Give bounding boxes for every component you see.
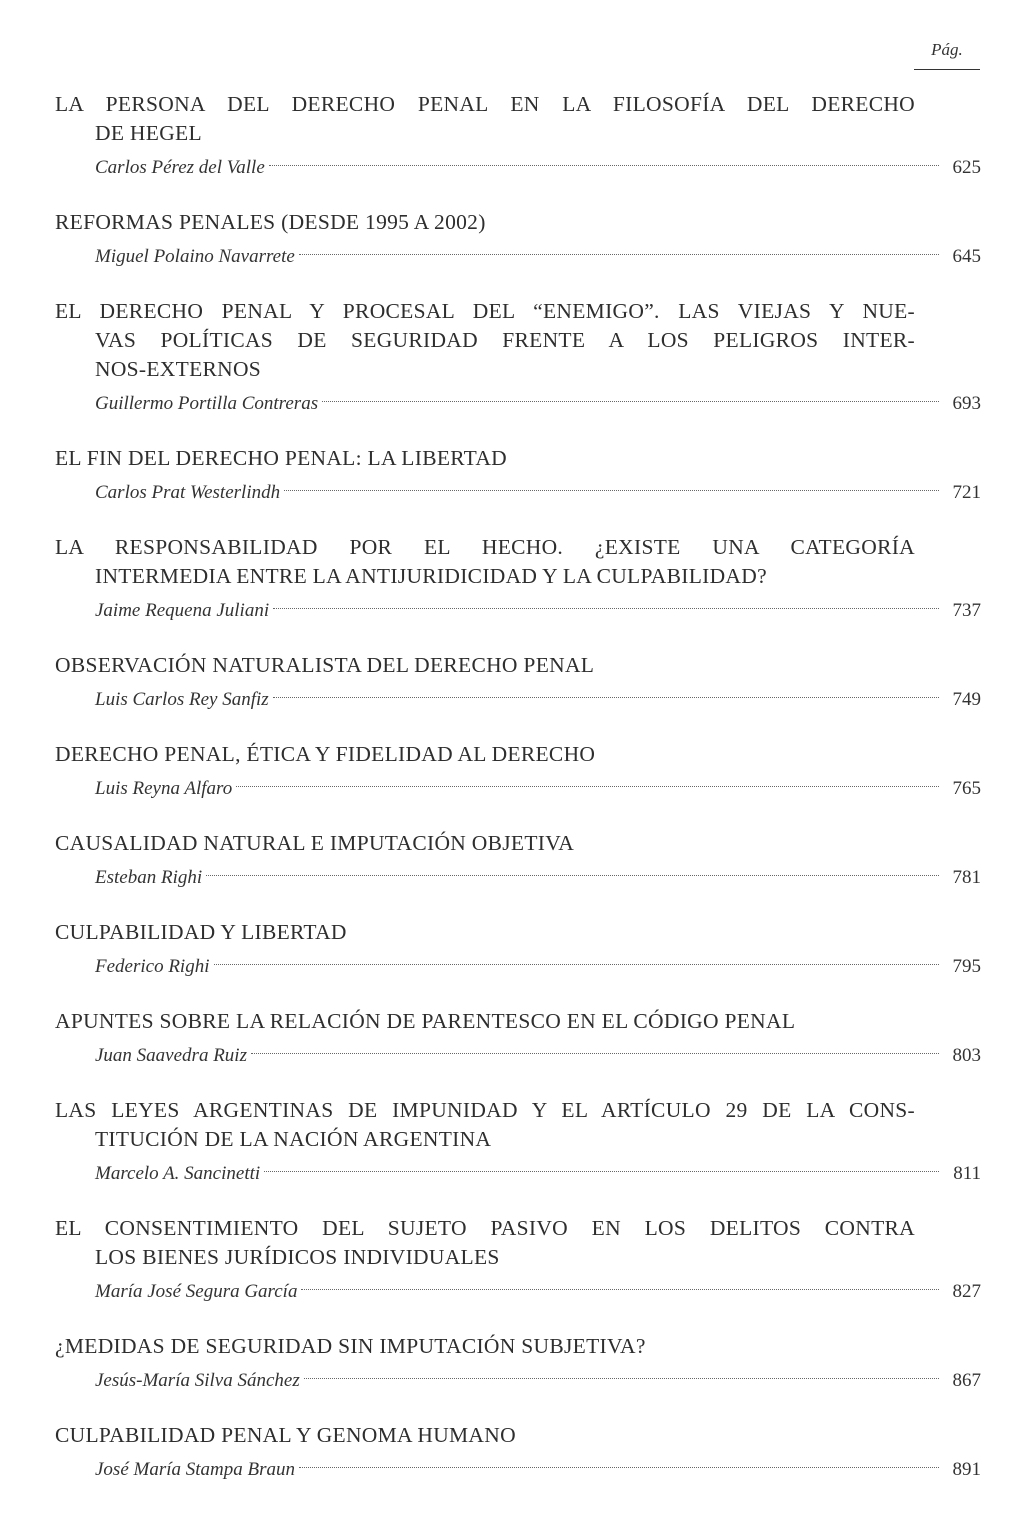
entry-author-row [55, 684, 981, 716]
entry-author-row [55, 1158, 981, 1190]
entry-author-row [55, 595, 981, 627]
toc-entry [55, 740, 981, 805]
header-rule [914, 69, 980, 70]
entry-author-row [55, 241, 981, 273]
toc-entry [55, 1214, 981, 1308]
entry-author: Juan Saavedra Ruiz [95, 1045, 247, 1066]
toc-entry [55, 297, 981, 420]
entry-page-number: 645 [952, 246, 981, 267]
entry-title-line: ¿MEDIDAS DE SEGURIDAD SIN IMPUTACIÓN SUBJETIVA? [55, 1334, 646, 1358]
entry-title-line: VAS POLÍTICAS DE SEGURIDAD FRENTE A LOS PELIGROS INTER- [95, 328, 915, 352]
entry-page-number: 891 [952, 1459, 981, 1480]
entry-author: Luis Carlos Rey Sanfiz [95, 689, 269, 710]
toc-entry [55, 208, 981, 273]
entry-author-row [55, 1276, 981, 1308]
dot-leader [304, 1378, 939, 1379]
toc-entry [55, 651, 981, 716]
entry-title-line: EL FIN DEL DERECHO PENAL: LA LIBERTAD [55, 446, 507, 470]
entry-title-line: CULPABILIDAD Y LIBERTAD [55, 920, 347, 944]
entry-title-line: EL DERECHO PENAL Y PROCESAL DEL “ENEMIGO”. LAS VIEJAS Y NUE- [55, 299, 915, 323]
toc-entry [55, 918, 981, 983]
entry-author: José María Stampa Braun [95, 1459, 296, 1480]
entry-title [55, 1332, 915, 1361]
dot-leader [251, 1053, 939, 1054]
entry-page-number: 749 [952, 689, 981, 710]
entry-author: Jaime Requena Juliani [95, 600, 270, 621]
entry-author: Jesús-María Silva Sánchez [95, 1370, 300, 1391]
dot-leader [284, 490, 939, 491]
toc-entry [55, 829, 981, 894]
dot-leader [214, 964, 940, 965]
entry-page-number: 803 [952, 1045, 981, 1066]
entry-author: Federico Righi [95, 956, 210, 977]
page-column-header: Pág. [931, 40, 963, 59]
entry-title-line: LOS BIENES JURÍDICOS INDIVIDUALES [95, 1245, 500, 1269]
entry-author-row [55, 1365, 981, 1397]
toc-entry [55, 1007, 981, 1072]
entry-title-line: LA PERSONA DEL DERECHO PENAL EN LA FILOSOFÍA DEL DERECHO [55, 92, 915, 116]
entry-title [55, 444, 915, 473]
entry-author: Esteban Righi [95, 867, 203, 888]
entry-title [55, 1214, 915, 1272]
dot-leader [206, 875, 939, 876]
toc-entry [55, 90, 981, 184]
dot-leader [269, 165, 939, 166]
entry-page-number: 721 [952, 482, 981, 503]
entry-page-number: 781 [952, 867, 981, 888]
entry-page-number: 811 [953, 1163, 981, 1184]
entry-author: Miguel Polaino Navarrete [95, 246, 295, 267]
entry-author: Carlos Pérez del Valle [95, 157, 265, 178]
entry-page-number: 795 [952, 956, 981, 977]
entry-author: Luis Reyna Alfaro [95, 778, 233, 799]
entry-title-line: NOS-EXTERNOS [95, 357, 262, 381]
entry-page-number: 693 [952, 393, 981, 414]
entry-page-number: 737 [952, 600, 981, 621]
entry-author-row [55, 1454, 981, 1486]
entry-title [55, 651, 915, 680]
dot-leader [236, 786, 939, 787]
entry-title-line: CULPABILIDAD PENAL Y GENOMA HUMANO [55, 1423, 516, 1447]
entry-author: Guillermo Portilla Contreras [95, 393, 319, 414]
entry-title-line: REFORMAS PENALES (DESDE 1995 A 2002) [55, 210, 486, 234]
entry-title [55, 90, 915, 148]
entry-title [55, 533, 915, 591]
dot-leader [299, 1467, 939, 1468]
entry-title-line: OBSERVACIÓN NATURALISTA DEL DERECHO PENAL [55, 653, 595, 677]
entry-author-row [55, 388, 981, 420]
toc-entry [55, 1332, 981, 1397]
entry-page-number: 827 [952, 1281, 981, 1302]
entry-title [55, 740, 915, 769]
dot-leader [273, 608, 939, 609]
table-of-contents [55, 90, 981, 1510]
entry-author-row [55, 773, 981, 805]
dot-leader [299, 254, 939, 255]
entry-title-line: DERECHO PENAL, ÉTICA Y FIDELIDAD AL DERECHO [55, 742, 596, 766]
dot-leader [273, 697, 939, 698]
entry-title-line: TITUCIÓN DE LA NACIÓN ARGENTINA [95, 1127, 492, 1151]
dot-leader [264, 1171, 939, 1172]
toc-entry [55, 1096, 981, 1190]
entry-author-row [55, 1040, 981, 1072]
entry-author-row [55, 862, 981, 894]
dot-leader [322, 401, 939, 402]
entry-page-number: 867 [952, 1370, 981, 1391]
entry-title-line: LA RESPONSABILIDAD POR EL HECHO. ¿EXISTE UNA CATEGORÍA [55, 535, 915, 559]
toc-entry [55, 533, 981, 627]
entry-author: Marcelo A. Sancinetti [95, 1163, 261, 1184]
entry-title-line: LAS LEYES ARGENTINAS DE IMPUNIDAD Y EL ARTÍCULO 29 DE LA CONS- [55, 1098, 915, 1122]
entry-title-line: APUNTES SOBRE LA RELACIÓN DE PARENTESCO EN EL CÓDIGO PENAL [55, 1009, 796, 1033]
entry-title-line: CAUSALIDAD NATURAL E IMPUTACIÓN OBJETIVA [55, 831, 575, 855]
entry-page-number: 765 [952, 778, 981, 799]
entry-author: Carlos Prat Westerlindh [95, 482, 281, 503]
entry-author-row [55, 951, 981, 983]
entry-author-row [55, 152, 981, 184]
toc-entry [55, 444, 981, 509]
entry-title [55, 1007, 915, 1036]
entry-author-row [55, 477, 981, 509]
entry-title [55, 208, 915, 237]
entry-title [55, 1096, 915, 1154]
entry-title [55, 297, 915, 384]
entry-title-line: INTERMEDIA ENTRE LA ANTIJURIDICIDAD Y LA CULPABILIDAD? [95, 564, 767, 588]
entry-title-line: DE HEGEL [95, 121, 202, 145]
entry-author: María José Segura García [95, 1281, 298, 1302]
entry-title [55, 918, 915, 947]
entry-title-line: EL CONSENTIMIENTO DEL SUJETO PASIVO EN LOS DELITOS CONTRA [55, 1216, 915, 1240]
entry-page-number: 625 [952, 157, 981, 178]
entry-title [55, 829, 915, 858]
entry-title [55, 1421, 915, 1450]
toc-entry [55, 1421, 981, 1486]
dot-leader [301, 1289, 939, 1290]
